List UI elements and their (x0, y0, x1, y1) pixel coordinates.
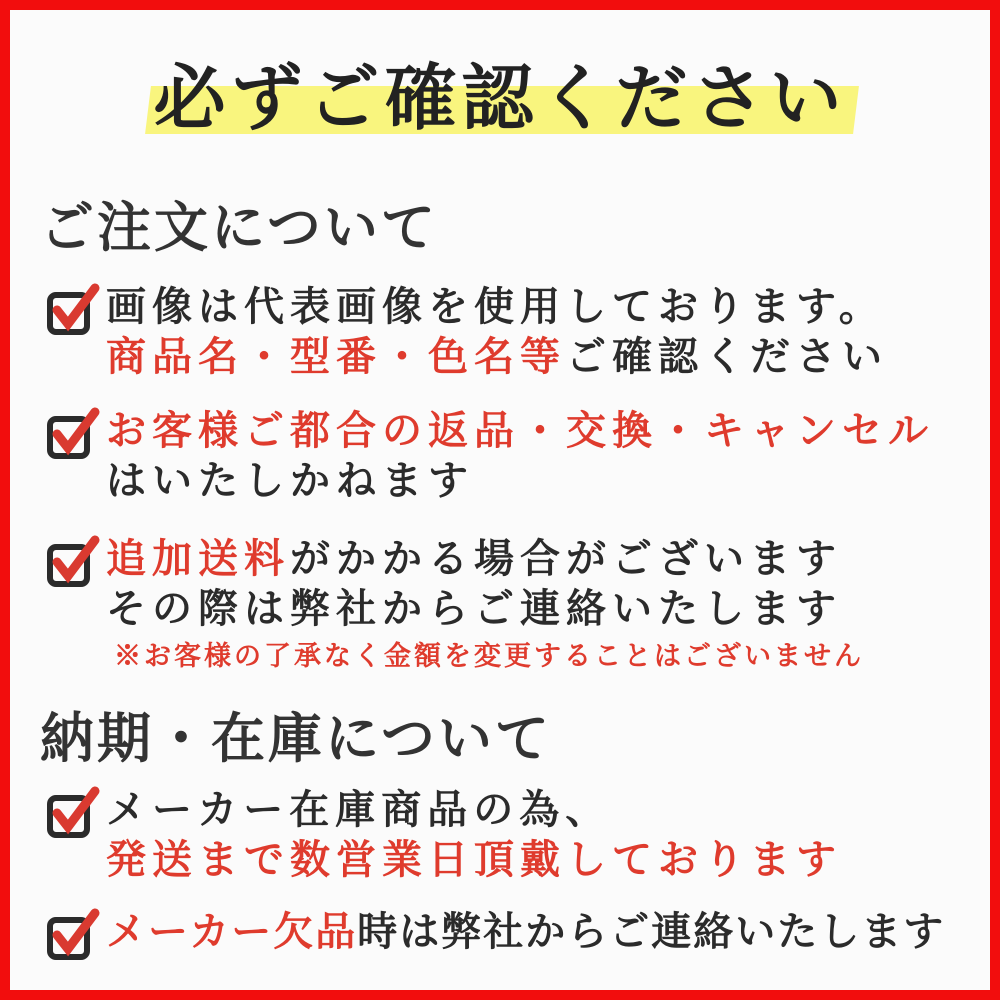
checklist-item-product-image (40, 282, 960, 382)
text-line (106, 282, 888, 332)
text-line (106, 835, 842, 885)
text-segment: メーカー在庫商品の為、 (106, 786, 612, 833)
checkbox-checked-icon (46, 534, 100, 588)
text-segment-emphasis: 商品名・型番・色名等 (106, 333, 566, 380)
text-segment: 時は弊社からご連絡いたします (357, 908, 946, 955)
checklist-item-text (106, 282, 888, 382)
section-heading-orders: ご注文について (40, 195, 438, 259)
checklist-item-out-of-stock (40, 907, 960, 961)
text-segment-emphasis: お客様ご都合の返品・交換・キャンセル (106, 407, 934, 454)
notice-content (10, 192, 990, 961)
text-segment-emphasis: 追加送料 (106, 535, 290, 582)
section-heading-stock: 納期・在庫について (40, 706, 552, 770)
text-line (106, 584, 864, 634)
text-line-note (106, 639, 864, 675)
text-segment-emphasis: メーカー欠品 (106, 908, 358, 955)
text-segment: 画像は代表画像を使用しております。 (106, 283, 885, 330)
text-segment-note: ※お客様の了承なく金額を変更することはございません (114, 641, 864, 672)
text-line (106, 406, 934, 456)
text-segment: はいたしかねます (106, 457, 474, 504)
page-title: 必ずご確認ください (153, 55, 847, 140)
text-line (106, 332, 888, 382)
checkbox-checked-icon (46, 282, 100, 336)
checklist-item-text (106, 406, 934, 506)
checklist-item-text (106, 785, 842, 885)
text-line (106, 456, 934, 506)
checklist-item-text (106, 534, 864, 675)
text-segment: ご確認ください (566, 333, 888, 380)
title-banner (10, 50, 990, 146)
checkbox-checked-icon (46, 907, 100, 961)
text-line (106, 785, 842, 835)
checklist-item-stock (40, 785, 960, 885)
text-line (106, 907, 945, 957)
text-segment: その際は弊社からご連絡いたします (106, 585, 842, 632)
text-segment: がかかる場合がございます (290, 535, 842, 582)
text-line (106, 534, 864, 584)
text-segment-emphasis: 発送まで数営業日頂戴しております (106, 836, 842, 883)
checkbox-checked-icon (46, 406, 100, 460)
checklist-item-returns (40, 406, 960, 506)
checklist-item-extra-shipping (40, 534, 960, 675)
checklist-item-text (106, 907, 945, 957)
checkbox-checked-icon (46, 785, 100, 839)
